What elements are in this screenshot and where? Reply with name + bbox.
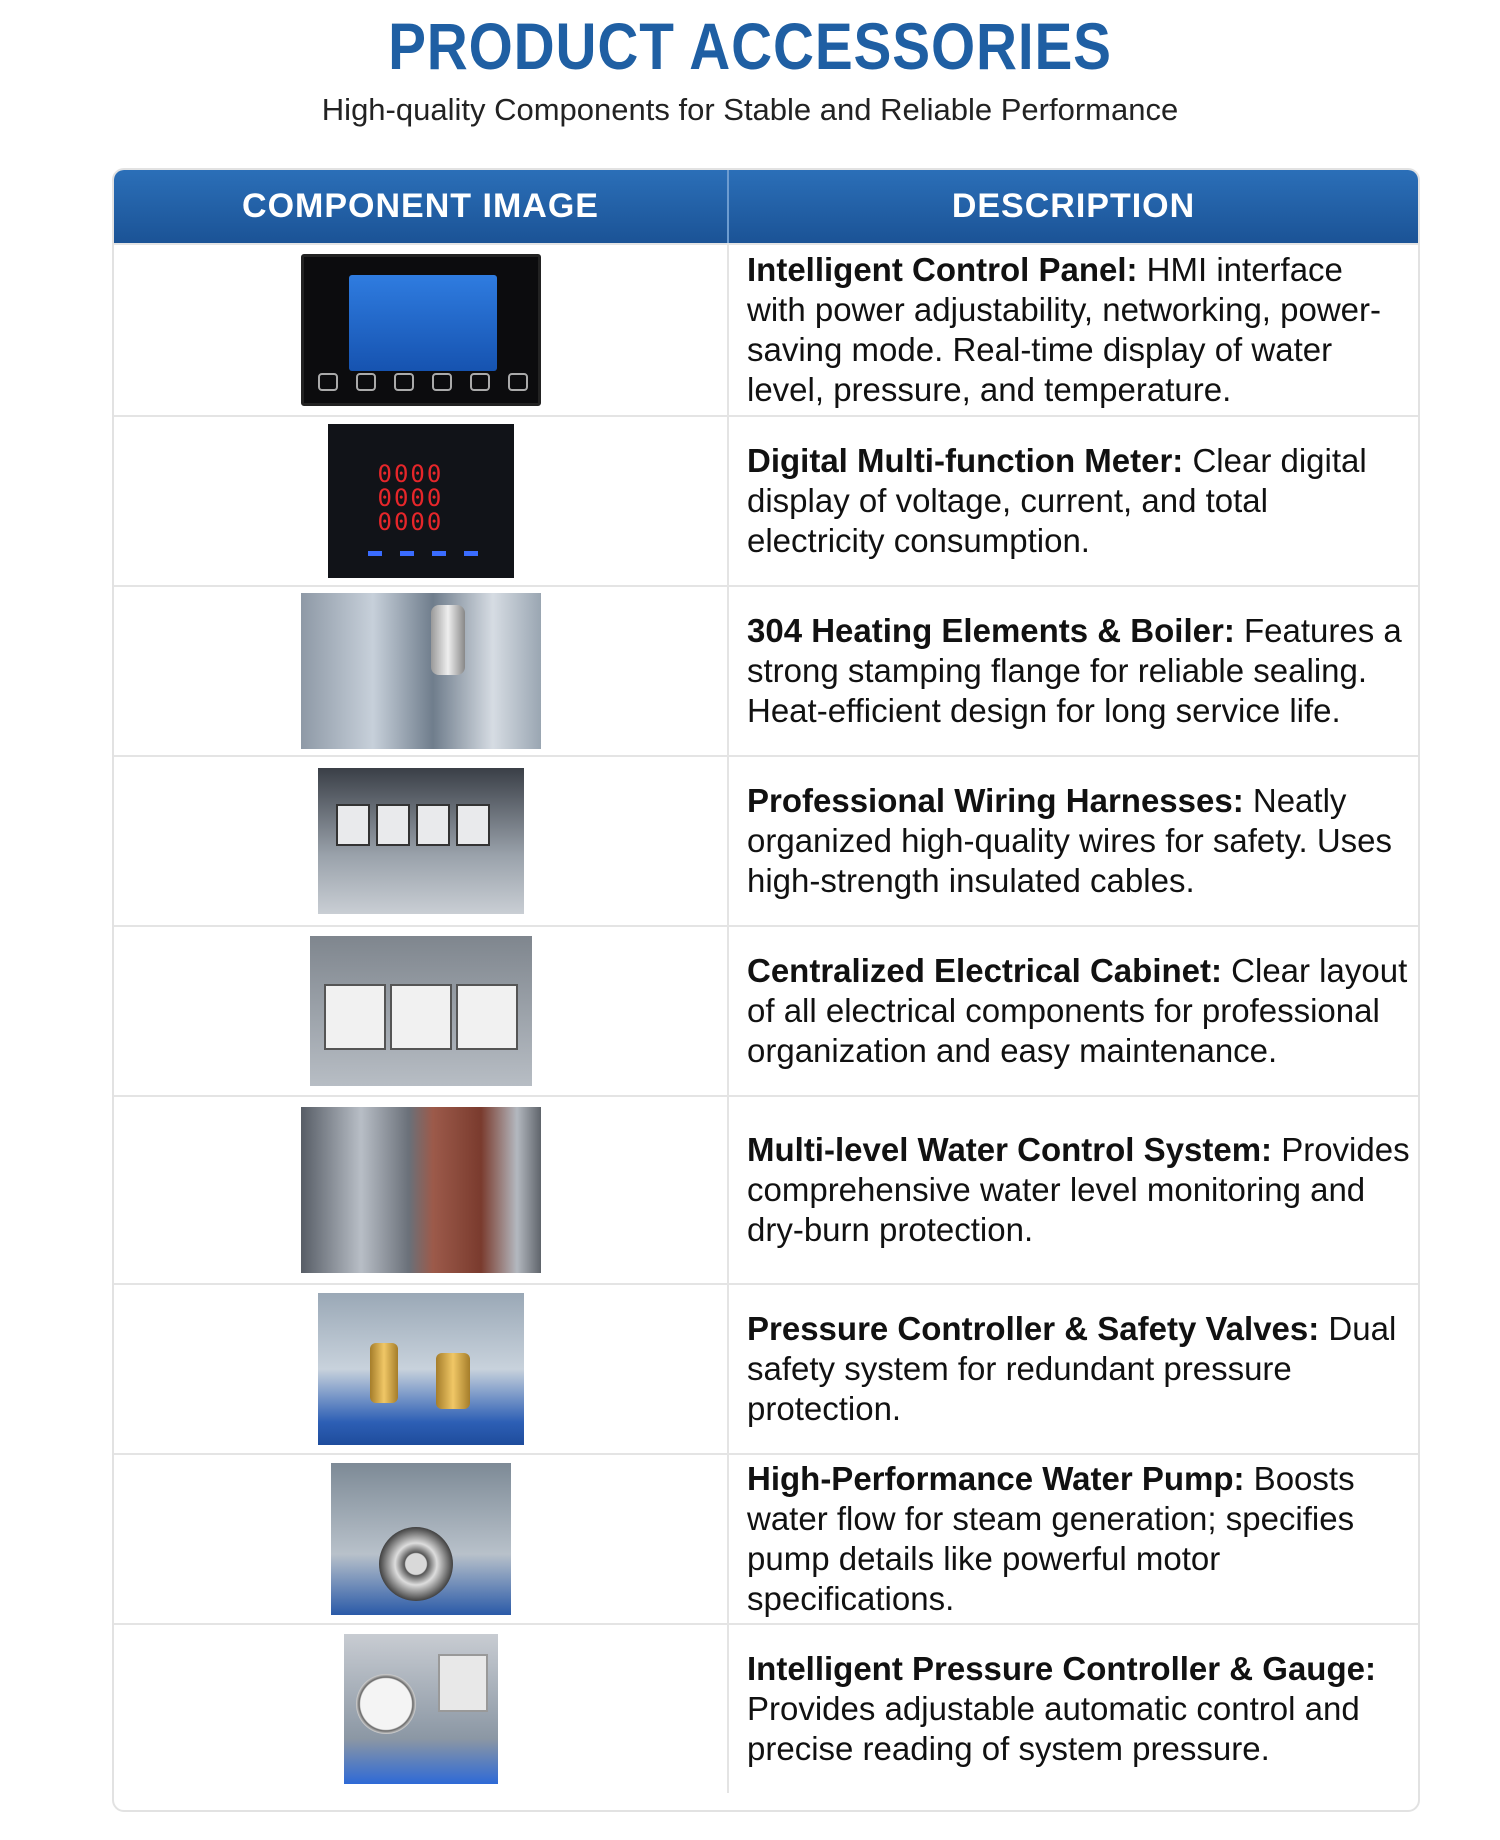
pressure-gauge-image	[344, 1634, 498, 1784]
component-name: Intelligent Pressure Controller & Gauge:	[747, 1650, 1376, 1687]
wiring-harness-image	[318, 768, 524, 914]
table-row	[114, 1283, 1418, 1453]
page-title: PRODUCT ACCESSORIES	[388, 9, 1112, 83]
electrical-cabinet-image	[310, 936, 532, 1086]
table-row	[114, 415, 1418, 585]
table-row	[114, 1453, 1418, 1623]
meter-digits: 0000	[377, 508, 444, 536]
component-name: Intelligent Control Panel:	[747, 251, 1138, 288]
meter-digits: 0000	[377, 484, 444, 512]
component-description: Dual safety system for redundant pressure protection.	[747, 1310, 1397, 1427]
component-description: Provides comprehensive water level monitoring and dry-burn protection.	[747, 1131, 1410, 1248]
component-name: Multi-level Water Control System:	[747, 1131, 1273, 1168]
table-row	[114, 243, 1418, 415]
table-row	[114, 1095, 1418, 1283]
accessories-table	[112, 168, 1420, 1812]
hmi-screen	[349, 275, 497, 371]
water-pump-image	[331, 1463, 511, 1615]
component-description: Features a strong stamping flange for reliable sealing. Heat-efficient design for long service life.	[747, 612, 1402, 729]
safety-valves-image	[318, 1293, 524, 1445]
control-panel-image	[301, 254, 541, 406]
component-name: Digital Multi-function Meter:	[747, 442, 1184, 479]
table-row	[114, 925, 1418, 1095]
table-header	[114, 170, 1418, 243]
meter-digits: 0000	[377, 460, 444, 488]
column-header-description: DESCRIPTION	[951, 187, 1196, 225]
column-header-image: COMPONENT IMAGE	[114, 170, 729, 243]
table-row	[114, 1623, 1418, 1793]
component-description: HMI interface with power adjustability, networking, power-saving mode. Real-time display of water level, pressure, and temperature.	[747, 251, 1382, 408]
table-row	[114, 755, 1418, 925]
multi-function-meter-image	[328, 424, 514, 578]
component-name: 304 Heating Elements & Boiler:	[747, 612, 1235, 649]
component-name: Professional Wiring Harnesses:	[747, 782, 1244, 819]
component-description: Clear digital display of voltage, current, and total electricity consumption.	[747, 442, 1367, 559]
component-name: High-Performance Water Pump:	[747, 1460, 1245, 1497]
component-name: Pressure Controller & Safety Valves:	[747, 1310, 1320, 1347]
component-description: Boosts water flow for steam generation; specifies pump details like powerful motor specifications.	[747, 1460, 1355, 1617]
component-name: Centralized Electrical Cabinet:	[747, 952, 1222, 989]
heating-elements-image	[301, 593, 541, 749]
component-description: Provides adjustable automatic control and precise reading of system pressure.	[747, 1690, 1360, 1767]
water-control-system-image	[301, 1107, 541, 1273]
table-row	[114, 585, 1418, 755]
component-description: Clear layout of all electrical components for professional organization and easy maintenance.	[747, 952, 1408, 1069]
page-subtitle: High-quality Components for Stable and Reliable Performance	[321, 92, 1179, 127]
component-description: Neatly organized high-quality wires for safety. Uses high-strength insulated cables.	[747, 782, 1393, 899]
